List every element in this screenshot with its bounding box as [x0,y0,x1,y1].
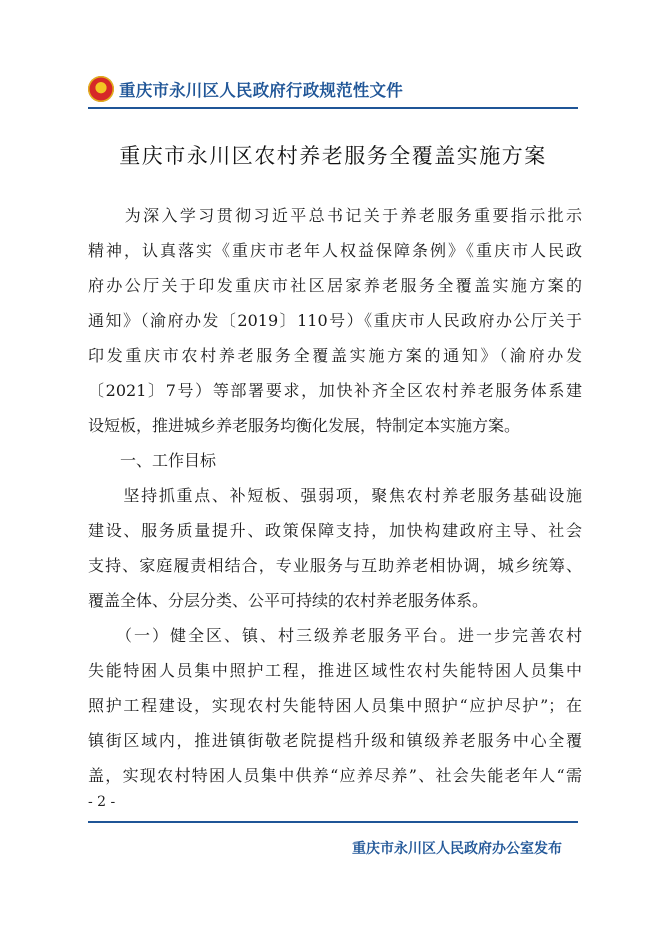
page-number: - 2 - [88,794,116,810]
header-title: 重庆市永川区人民政府行政规范性文件 [119,81,403,100]
body-line: 坚持抓重点、补短板、强弱项，聚焦农村养老服务基础设施 [88,486,582,505]
national-emblem-icon [88,76,114,102]
body-line: 镇街区域内，推进镇街敬老院提档升级和镇级养老服务中心全覆 [88,731,582,750]
section-heading: 一、工作目标 [88,451,217,470]
body-line: 印发重庆市农村养老服务全覆盖实施方案的通知》（渝府办发 [88,346,582,365]
body-line: 盖，实现农村特困人员集中供养“应养尽养”、社会失能老年人“需 [88,766,582,785]
document-header [88,74,578,104]
body-line: 〔2021〕7号）等部署要求，加快补齐全区农村养老服务体系建 [88,381,582,400]
document-title: 重庆市永川区农村养老服务全覆盖实施方案 [119,144,547,168]
body-line: 府办公厅关于印发重庆市社区居家养老服务全覆盖实施方案的 [88,276,582,295]
footer-publisher: 重庆市永川区人民政府办公室发布 [352,841,562,857]
body-line: 通知》（渝府办发〔2019〕110号）《重庆市人民政府办公厅关于 [88,311,582,330]
header-divider [88,107,578,109]
body-line: 失能特困人员集中照护工程，推进区域性农村失能特困人员集中 [88,661,582,680]
footer-divider [88,821,578,823]
body-line: 支持、家庭履责相结合，专业服务与互助养老相协调，城乡统筹、 [88,556,582,575]
body-line: 覆盖全体、分层分类、公平可持续的农村养老服务体系。 [88,591,489,610]
body-line: 建设、服务质量提升、政策保障支持，加快构建政府主导、社会 [88,521,582,540]
body-line: 设短板，推进城乡养老服务均衡化发展，特制定本实施方案。 [88,416,521,435]
body-line: （一）健全区、镇、村三级养老服务平台。进一步完善农村 [88,626,582,645]
body-line: 精神，认真落实《重庆市老年人权益保障条例》《重庆市人民政 [88,241,582,260]
document-body [88,198,582,793]
body-line: 照护工程建设，实现农村失能特困人员集中照护“应护尽护”；在 [88,696,582,715]
body-line: 为深入学习贯彻习近平总书记关于养老服务重要指示批示 [88,206,582,225]
